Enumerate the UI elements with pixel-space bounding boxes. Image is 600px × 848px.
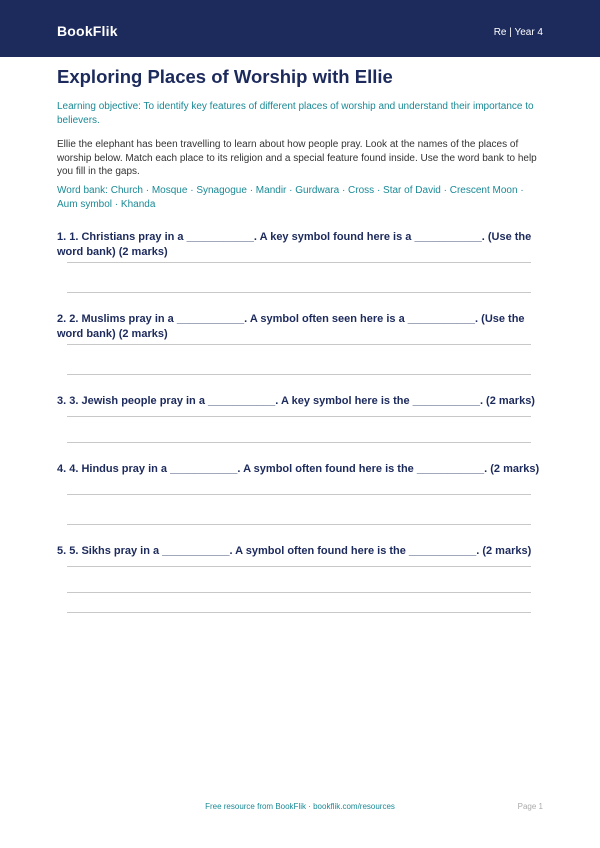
intro-text: Ellie the elephant has been travelling to learn about how people pray. Look at the names of the places of worship below. Match each place to its religion and a special feature found inside. Use the word bank to help you fill in the gaps.	[57, 139, 537, 177]
question-1: 1. 1. Christians pray in a ___________. A key symbol found here is a ___________. (Use the word bank) (2 marks)	[57, 231, 532, 258]
answer-line[interactable]	[67, 612, 531, 613]
learning-objective: Learning objective: To identify key features of different places of worship and understand their importance to believers.	[57, 101, 534, 126]
answer-line[interactable]	[67, 566, 531, 567]
answer-line[interactable]	[67, 524, 531, 525]
answer-line[interactable]	[67, 416, 531, 417]
answer-line[interactable]	[67, 442, 531, 443]
answer-line[interactable]	[67, 292, 531, 293]
footer-credit[interactable]: Free resource from BookFlik · bookflik.com/resources	[205, 802, 395, 811]
question-4: 4. 4. Hindus pray in a ___________. A symbol often found here is the ___________. (2 marks)	[57, 463, 540, 475]
subject-year-label: Re | Year 4	[493, 27, 543, 38]
question-5: 5. 5. Sikhs pray in a ___________. A symbol often found here is the ___________. (2 marks)	[57, 545, 532, 557]
page-number: Page 1	[517, 802, 543, 811]
question-2: 2. 2. Muslims pray in a ___________. A symbol often seen here is a ___________. (Use the word bank) (2 marks)	[57, 313, 525, 340]
question-3: 3. 3. Jewish people pray in a ___________. A key symbol here is the ___________. (2 marks)	[57, 395, 535, 407]
brand-logo[interactable]: BookFlik	[57, 23, 118, 39]
word-bank: Word bank: Church · Mosque · Synagogue · Mandir · Gurdwara · Cross · Star of David · Crescent Moon · Aum symbol · Khanda	[57, 185, 524, 210]
answer-line[interactable]	[67, 344, 531, 345]
answer-line[interactable]	[67, 374, 531, 375]
page-header	[0, 0, 600, 57]
answer-line[interactable]	[67, 592, 531, 593]
answer-line[interactable]	[67, 494, 531, 495]
answer-line[interactable]	[67, 262, 531, 263]
worksheet-title: Exploring Places of Worship with Ellie	[57, 66, 393, 87]
